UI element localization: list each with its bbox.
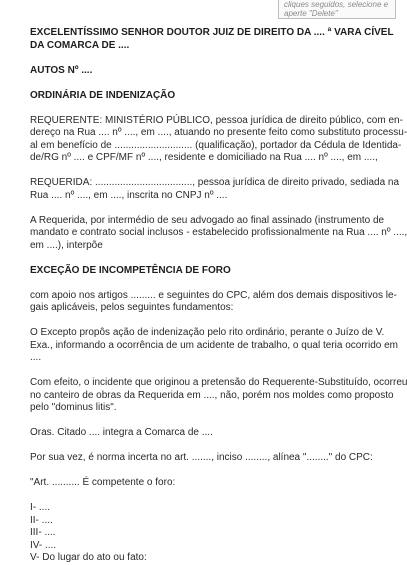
hint-line: aperte "Delete" [284,9,338,18]
paragraph-line: .... [30,352,42,363]
article-item: I- .... [30,502,50,513]
paragraph-line: mandato e contrato social inclusos - estabelecido profissionalmente na Rua .... nº ...., [30,227,407,238]
paragraph-line: gais aplicáveis, pelos seguintes fundamentos: [30,302,234,313]
paragraph-line: Exa., informando a ocorrência de um acidente de trabalho, o qual teria ocorrido em [30,339,398,351]
paragraph-line: em ....), interpõe [30,239,103,251]
paragraph-line: no canteiro de obras da Requerida em ...., não, porém nos moldes como proposto [30,389,394,401]
citation-paragraph: Oras. Citado .... integra a Comarca de .... [30,427,213,438]
legal-basis-paragraph [30,289,397,315]
petition-text [30,27,407,565]
paragraph-line: dereço na Rua .... nº ...., em ...., atuando no presente feito como substituto processu- [30,127,407,138]
paragraph-line: Rua .... nº ...., em ...., inscrita no CNPJ nº .... [30,189,228,201]
paragraph-line: pelo "dominus litis". [30,402,117,413]
attorney-paragraph [30,214,407,253]
incident-paragraph [30,377,407,415]
paragraph-line: Com efeito, o incidente que originou a pretensão do Requerente-Substituído, ocorreu [30,377,407,388]
defendant-paragraph [30,177,400,202]
paragraph-line: de/RG nº .... e CPF/MF nº ...., residente e domiciliado na Rua .... nº ...., em ...., [30,152,378,163]
paragraph-line: A Requerida, por intermédio de seu advogado ao final assinado (instrumento de [30,214,385,226]
article-item: IV- .... [30,539,57,551]
heading-line: EXCELENTÍSSIMO SENHOR DOUTOR JUIZ DE DIREITO DA .... ª VARA CÍVEL [30,27,394,38]
paragraph-line: al em benefício de ............................ (qualificação), portador da Cédula de Identida- [30,139,402,151]
norm-paragraph: Por sua vez, é norma incerta no art. ......., inciso ........, alínea "........" do CPC: [30,452,373,463]
article-item: II- .... [30,514,53,526]
hint-line: cliques seguidos, selecione e [284,0,389,9]
article-items [30,502,380,565]
article-intro: "Art. .......... É competente o foro: [30,477,176,488]
paragraph-line: REQUERIDA: ..................................., pessoa jurídica de direito privado, sediada na [30,177,400,188]
paragraph-line: REQUERENTE: MINISTÉRIO PÚBLICO, pessoa jurídica de direito público, com en- [30,114,403,126]
paragraph-line: com apoio nos artigos ......... e seguintes do CPC, além dos demais dispositivos le- [30,289,397,301]
excepto-paragraph [30,327,398,365]
court-heading [30,27,394,52]
article-item: V- Do lugar do ato ou fato: [30,552,147,563]
action-type: ORDINÁRIA DE INDENIZAÇÃO [30,89,176,101]
section-title: EXCEÇÃO DE INCOMPETÊNCIA DE FORO [30,264,231,276]
article-item: III- .... [30,527,56,538]
plaintiff-paragraph [30,114,407,165]
heading-line: DA COMARCA DE .... [30,39,130,51]
instruction-hint [278,0,396,19]
case-number: AUTOS Nº .... [30,64,93,76]
paragraph-line: O Excepto propôs ação de indenização pelo rito ordinário, perante o Juízo de V. [30,327,385,338]
